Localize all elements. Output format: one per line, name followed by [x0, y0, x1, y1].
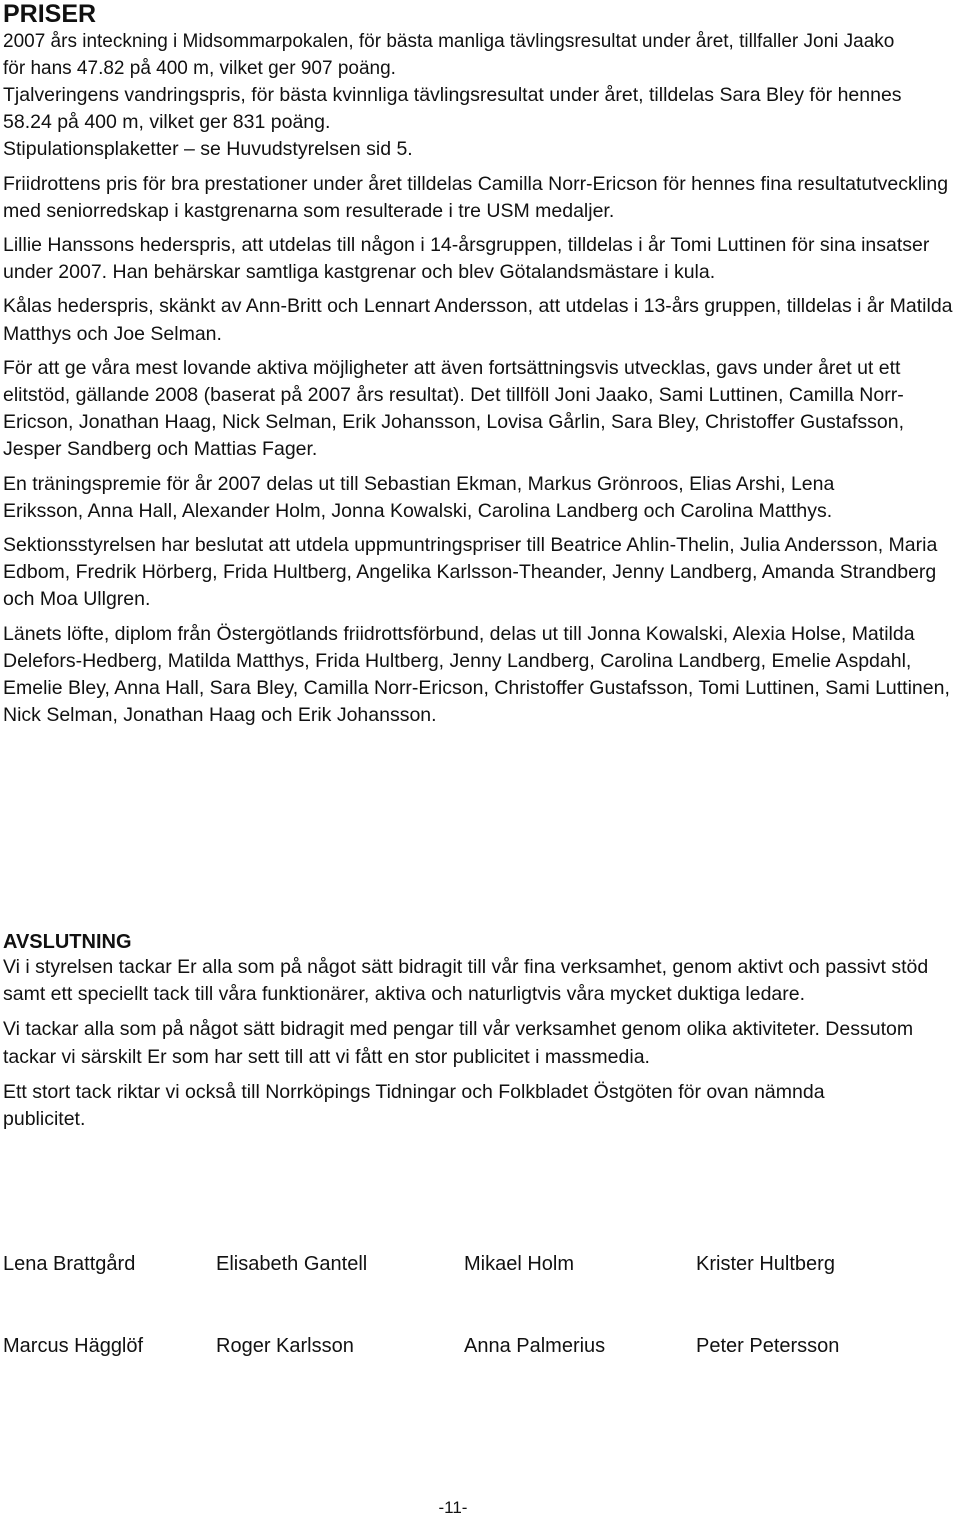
- signature-name: Marcus Hägglöf: [3, 1335, 144, 1357]
- paragraph-tack-media: Ett stort tack riktar vi också till Norrköpings Tidningar och Folkbladet Östgöten för ovan nämnda publicitet.: [3, 1080, 825, 1131]
- paragraph-elitstod: För att ge våra mest lovande aktiva möjligheter att även fortsättningsvis utvecklas, gavs under året ut ett elitstöd, gällande 2008 (baserat på 2007 års resultat). Det tillföll Joni Jaako, Sami Luttinen, Camilla Norr-Ericson, Jonathan Haag, Nick Selman, Erik Johansson, Lovisa Gårlin, Sara Bley, Christoffer Gustafsson, Jesper Sandberg och Mattias Fager.: [3, 356, 905, 461]
- signature-name: Elisabeth Gantell: [216, 1253, 368, 1275]
- signature-name: Roger Karlsson: [216, 1335, 354, 1357]
- paragraph-tjalveringens-vandringspris: Tjalveringens vandringspris, för bästa kvinnliga tävlingsresultat under året, tilldelas Sara Bley för hennes 58.24 på 400 m, vilket ger 831 poäng.: [3, 84, 902, 134]
- avslutning-section: [3, 930, 953, 1133]
- paragraph-stipulationsplaketter: Stipulationsplaketter – se Huvudstyrelsen sid 5.: [3, 138, 413, 161]
- paragraph-traningspremie: En träningspremie för år 2007 delas ut till Sebastian Ekman, Markus Grönroos, Elias Arshi, Lena Eriksson, Anna Hall, Alexander Holm, Jonna Kowalski, Carolina Landberg och Carolina Matthys.: [3, 472, 835, 522]
- paragraph-tack-styrelsen: Vi i styrelsen tackar Er alla som på något sätt bidragit till vår fina verksamhet, genom aktivt och passivt stöd samt ett speciellt tack till våra funktionärer, aktiva och naturligtvis våra mycket duktiga ledare.: [3, 956, 929, 1006]
- paragraph-tack-pengar: Vi tackar alla som på något sätt bidragit med pengar till vår verksamhet genom olika aktiviteter. Dessutom tackar vi särskilt Er som har sett till att vi fått en stor publicitet i massmedia.: [3, 1018, 914, 1068]
- signature-name: Krister Hultberg: [696, 1253, 835, 1275]
- paragraph-midsommarpokalen: 2007 års inteckning i Midsommarpokalen, för bästa manliga tävlingsresultat under året, tillfaller Joni Jaako för hans 47.82 på 400 m, vilket ger 907 poäng.: [3, 31, 895, 79]
- signature-name: Peter Petersson: [696, 1335, 840, 1357]
- paragraph-uppmuntringspriser: Sektionsstyrelsen har beslutat att utdela uppmuntringspriser till Beatrice Ahlin-Thelin, Julia Andersson, Maria Edbom, Fredrik Hörberg, Frida Hultberg, Angelika Karlsson-Theander, Jenny Landberg, Amanda Strandberg och Moa Ullgren.: [3, 534, 938, 611]
- paragraph-lillie-hanssons-hederspris: Lillie Hanssons hederspris, att utdelas till någon i 14-årsgruppen, tilldelas i år Tomi Luttinen för sina insatser under 2007. Han behärskar samtliga kastgrenar och blev Götalandsmästare i kula.: [3, 234, 930, 284]
- paragraph-lanets-lofte: Länets löfte, diplom från Östergötlands friidrottsförbund, delas ut till Jonna Kowalski, Alexia Holse, Matilda Delefors-Hedberg, Matilda Matthys, Frida Hultberg, Jenny Landberg, Carolina Landberg, Emelie Aspdahl, Emelie Bley, Anna Hall, Sara Bley, Camilla Norr-Ericson, Christoffer Gustafsson, Tomi Luttinen, Sami Luttinen, Nick Selman, Jonathan Haag och Erik Johansson.: [3, 622, 950, 727]
- signature-name: Anna Palmerius: [464, 1335, 606, 1357]
- avslutning-heading: AVSLUTNING: [3, 931, 132, 953]
- signature-name: Mikael Holm: [464, 1253, 575, 1275]
- priser-section: [3, 0, 953, 729]
- paragraph-friidrottens-pris: Friidrottens pris för bra prestationer under året tilldelas Camilla Norr-Ericson för hennes fina resultatutveckling med seniorredskap i kastgrenarna som resulterade i tre USM medaljer.: [3, 172, 949, 222]
- paragraph-kalas-hederspris: Kålas hederspris, skänkt av Ann-Britt och Lennart Andersson, att utdelas i 13-års gruppen, tilldelas i år Matilda Matthys och Joe Selman.: [3, 295, 953, 345]
- page-number: -11-: [438, 1498, 468, 1517]
- signature-name: Lena Brattgård: [3, 1253, 136, 1275]
- priser-heading: PRISER: [3, 0, 97, 28]
